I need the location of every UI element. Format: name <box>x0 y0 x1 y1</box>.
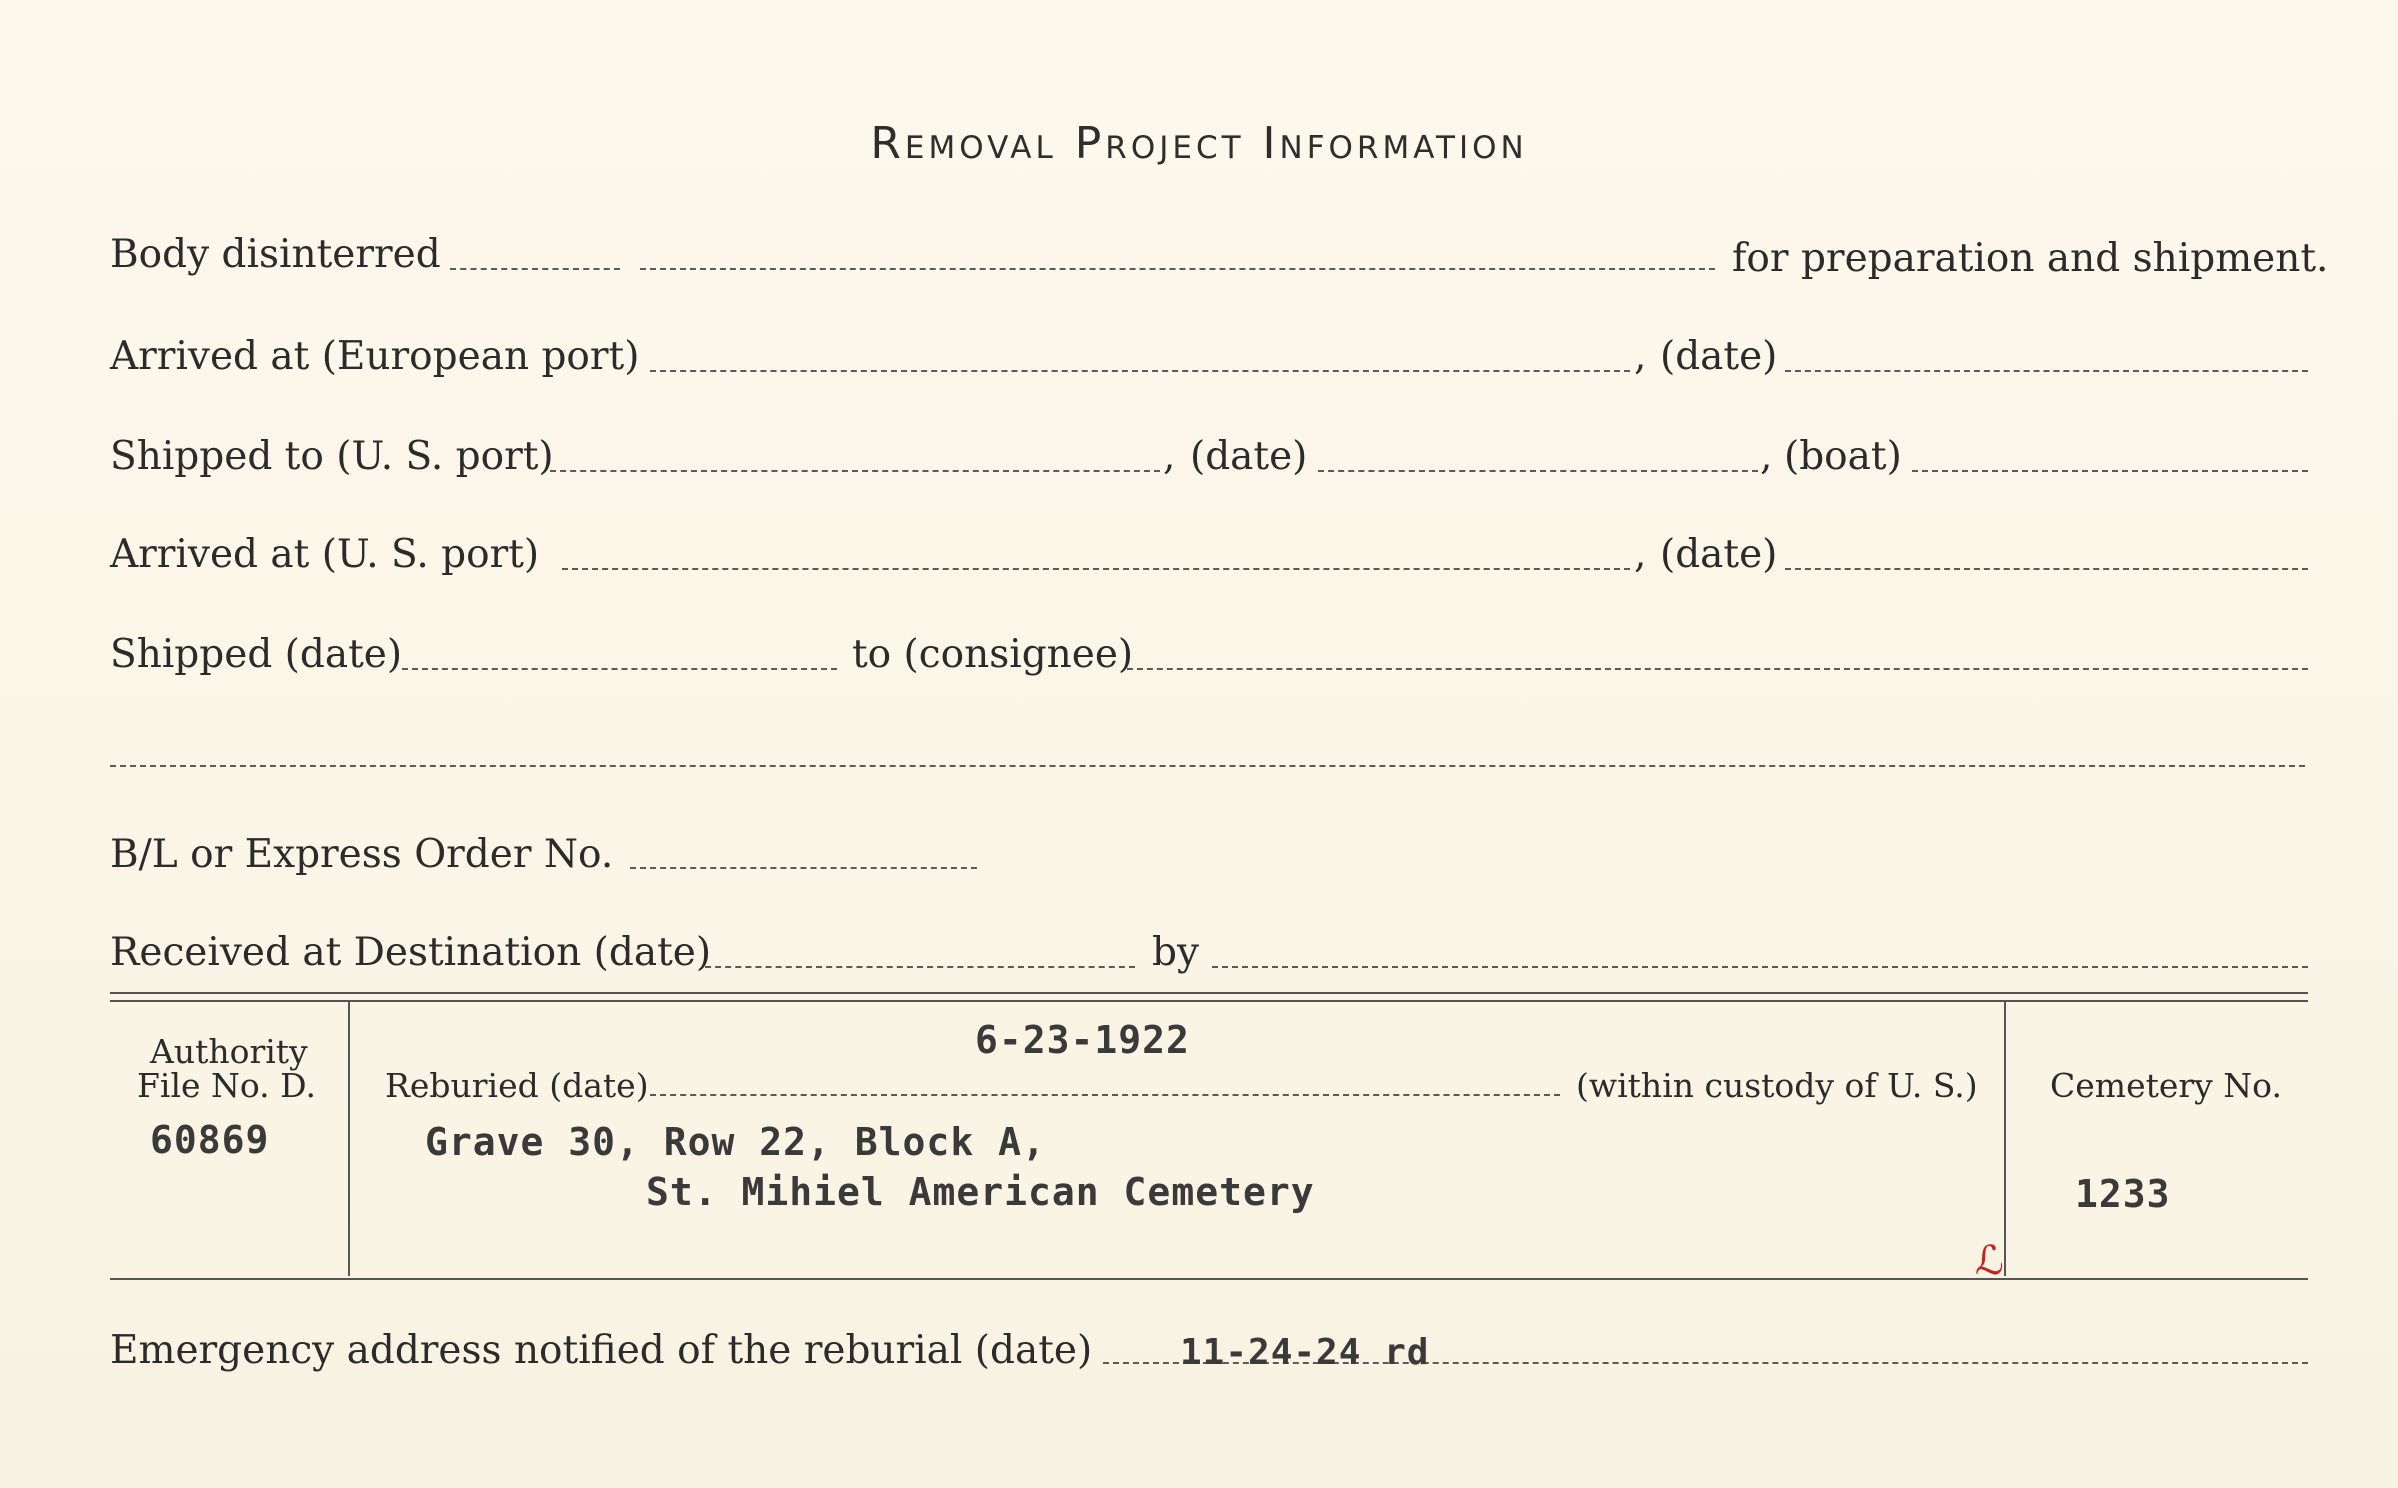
grave-line-2: St. Mihiel American Cemetery <box>646 1170 1315 1214</box>
emergency-date-value: 11-24-24 rd <box>1180 1332 1430 1373</box>
box-divider-right <box>2004 1000 2006 1276</box>
blank-line <box>110 765 2305 767</box>
body-disinterred-line-2 <box>640 268 1715 270</box>
date-line-1 <box>1785 370 2308 372</box>
shipped-to-us-line <box>550 470 1160 472</box>
date-comma-1: , <box>1634 334 1647 379</box>
emergency-label: Emergency address notified of the reburial (date) <box>110 1328 1093 1373</box>
arrived-us-line <box>562 568 1630 570</box>
shipped-to-us-label: Shipped to (U. S. port) <box>110 434 554 479</box>
boat-label: (boat) <box>1784 434 1902 479</box>
arrived-european-label: Arrived at (European port) <box>110 334 640 379</box>
reburied-line <box>650 1094 1560 1096</box>
date-label-2: (date) <box>1190 434 1308 479</box>
grave-line-1: Grave 30, Row 22, Block A, <box>425 1120 1046 1164</box>
received-dest-line <box>705 966 1135 968</box>
cemetery-label: Cemetery No. <box>2050 1066 2282 1105</box>
by-line <box>1212 966 2308 968</box>
consignee-line <box>1127 668 2308 670</box>
file-no-value: 60869 <box>150 1118 270 1162</box>
boat-line <box>1912 470 2308 472</box>
box-top-rule-2 <box>110 1000 2308 1002</box>
bl-express-line <box>630 867 977 869</box>
received-dest-label: Received at Destination (date) <box>110 930 712 975</box>
date-label-3: (date) <box>1660 532 1778 577</box>
bl-express-label: B/L or Express Order No. <box>110 832 614 877</box>
arrived-european-line <box>650 370 1630 372</box>
custody-label: (within custody of U. S.) <box>1576 1066 1978 1105</box>
boat-comma: , <box>1760 434 1773 479</box>
date-line-2 <box>1318 470 1758 472</box>
shipped-date-label: Shipped (date) <box>110 632 403 677</box>
authority-label-1: Authority <box>150 1032 308 1071</box>
authority-label-2: File No. D. <box>137 1066 316 1105</box>
date-line-3 <box>1785 568 2308 570</box>
body-disinterred-line-1 <box>450 268 620 270</box>
red-check-mark: ℒ <box>1975 1238 2004 1284</box>
consignee-label: to (consignee) <box>852 632 1134 677</box>
box-divider-left <box>348 1000 350 1276</box>
by-label: by <box>1152 930 1199 975</box>
shipped-date-line <box>402 668 837 670</box>
date-comma-2: , <box>1163 434 1176 479</box>
page-title: Removal Project Information <box>870 118 1528 169</box>
reburied-label: Reburied (date) <box>385 1066 649 1105</box>
arrived-us-label: Arrived at (U. S. port) <box>110 532 540 577</box>
cemetery-no-value: 1233 <box>2075 1172 2171 1216</box>
box-top-rule-1 <box>110 992 2308 994</box>
reburied-date-value: 6-23-1922 <box>975 1018 1190 1062</box>
date-label-1: (date) <box>1660 334 1778 379</box>
date-comma-3: , <box>1634 532 1647 577</box>
for-preparation-label: for preparation and shipment. <box>1732 236 2329 281</box>
body-disinterred-label: Body disinterred <box>110 232 441 277</box>
